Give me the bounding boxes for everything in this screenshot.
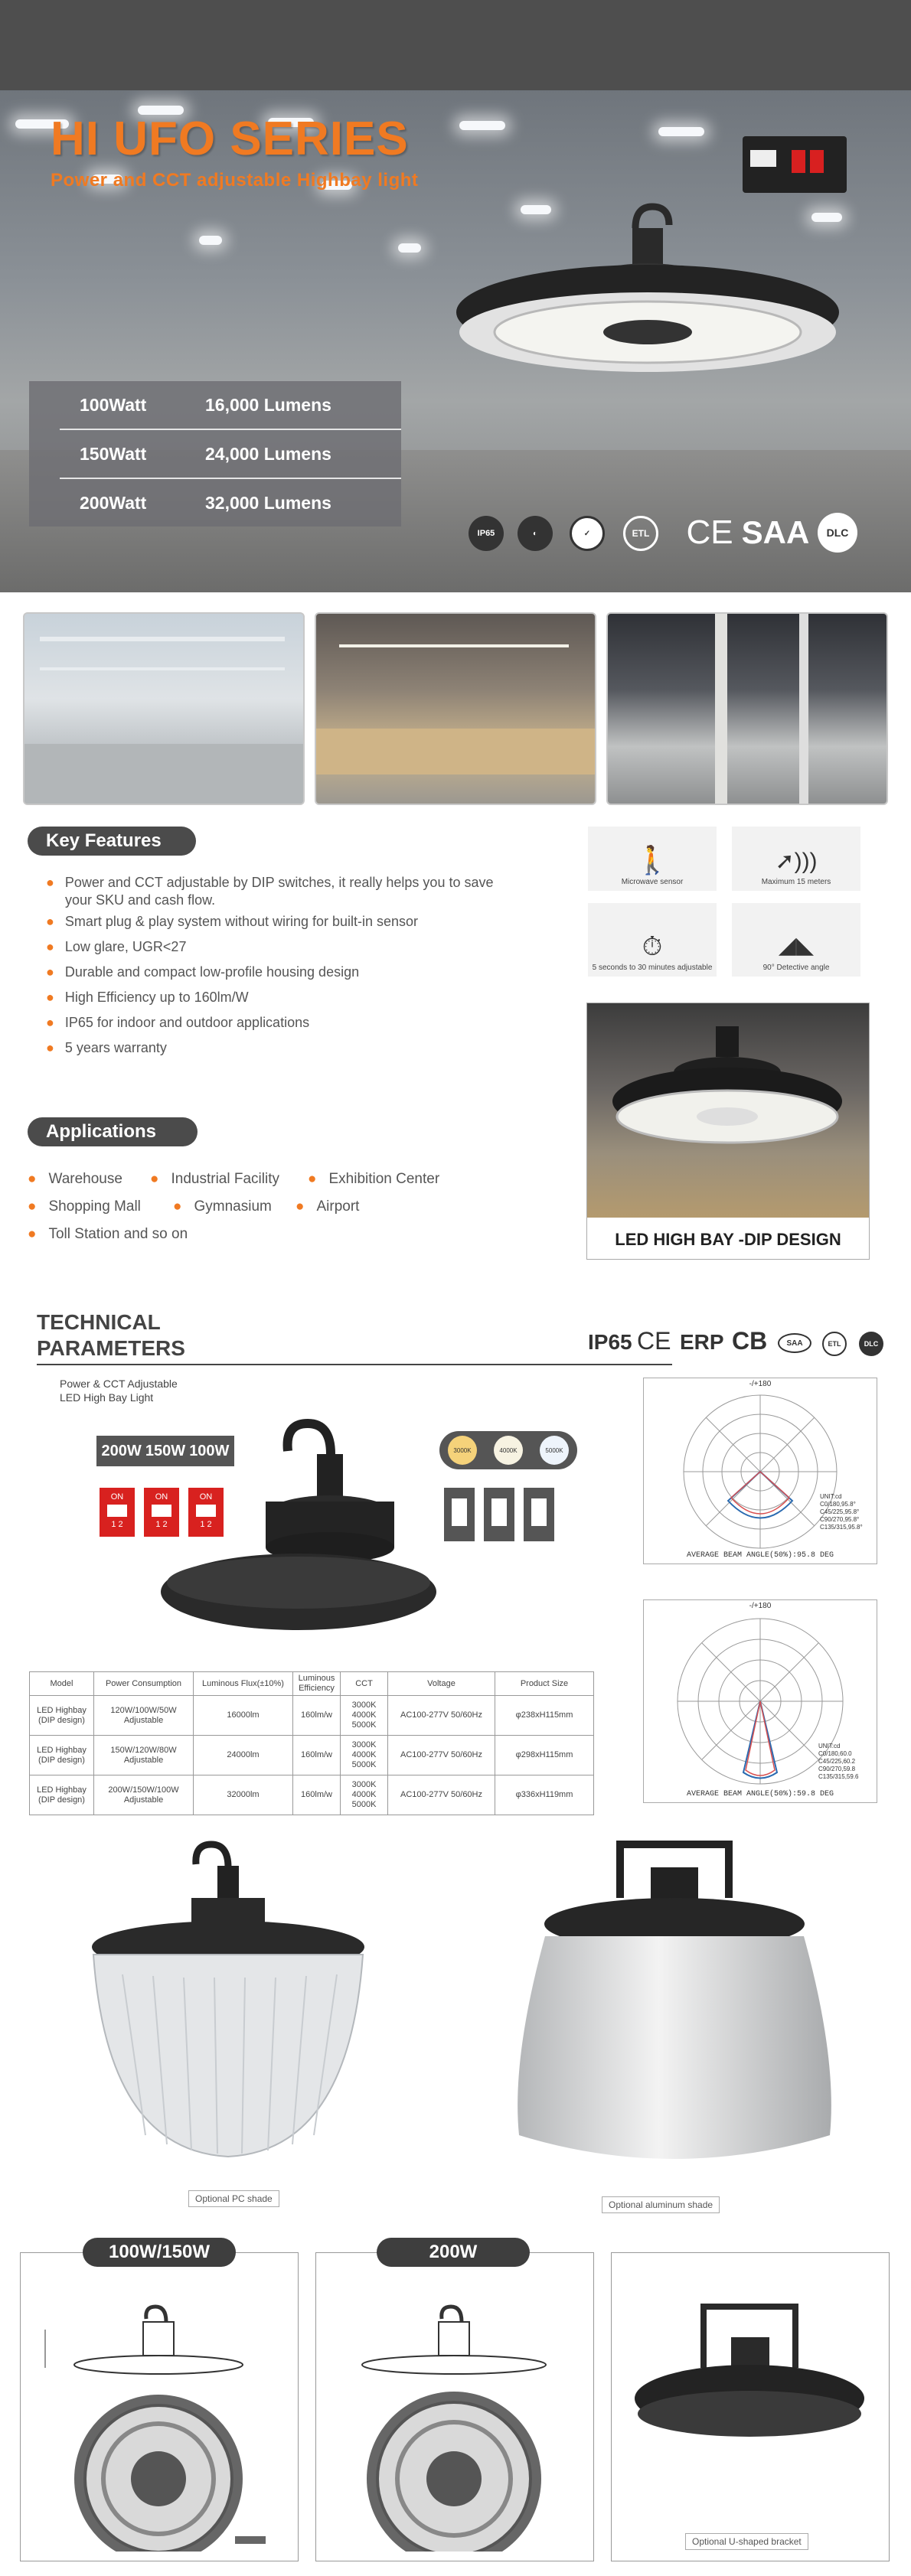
table-row: LED Highbay (DIP design) 200W/150W/100W Adjustable 32000lm 160lm/w 3000K 4000K 5000K AC100-277V 50/60Hz φ336xH119mm	[30, 1775, 594, 1815]
dip-switch-200w: ON 1 2	[100, 1488, 135, 1537]
applications-heading: Applications	[28, 1117, 198, 1146]
ceiling-light	[398, 243, 421, 253]
spec-row: 200Watt 32,000 Lumens	[80, 492, 331, 513]
dimension-label-100w-150w: 100W/150W	[83, 2238, 236, 2267]
cct-switch	[444, 1488, 475, 1541]
technical-title-line1: TECHNICAL	[37, 1310, 161, 1334]
application-item: ● Airport	[296, 1198, 360, 1215]
warehouse-photo	[23, 612, 305, 805]
pc-shade-caption: Optional PC shade	[188, 2190, 279, 2207]
feature-item: ● Durable and compact low-profile housing design	[46, 964, 360, 980]
dimension-drawing-100w-150w	[20, 2252, 299, 2561]
hero-banner	[0, 90, 911, 592]
cct-selector-labels: 3000K 4000K 5000K	[439, 1431, 577, 1469]
power-lumen-panel	[29, 381, 401, 527]
polar-legend: UNIT:cd C0/180,60.0 C45/225,60.2 C90/270,59.8 C135/315,59.6	[818, 1743, 859, 1780]
dip-design-photo-card	[586, 1003, 870, 1260]
application-item: ● Shopping Mall	[28, 1198, 141, 1215]
etl-icon: ETL	[623, 516, 658, 551]
table-row: LED Highbay (DIP design) 120W/100W/50W Adjustable 16000lm 160lm/w 3000K 4000K 5000K AC100-277V 50/60Hz φ238xH115mm	[30, 1696, 594, 1736]
tech-lamp-image	[153, 1408, 436, 1661]
dlc-icon: DLC	[818, 513, 857, 553]
dimension-drawing-200w	[315, 2252, 594, 2561]
application-item: ● Industrial Facility	[150, 1171, 279, 1187]
ce-mark-icon: CE	[686, 514, 733, 551]
dlc-mark-icon: DLC	[859, 1332, 883, 1356]
table-header-row: Model Power Consumption Luminous Flux(±10%) Luminous Efficiency CCT Voltage Product Size	[30, 1672, 594, 1696]
feature-item: ● IP65 for indoor and outdoor applications	[46, 1015, 310, 1030]
aluminum-shade-lamp-image	[505, 1829, 842, 2181]
product-label-line1: Power & CCT Adjustable	[60, 1378, 178, 1390]
warehouse-photo	[315, 612, 596, 805]
divider	[37, 1364, 672, 1365]
u-bracket-caption: Optional U-shaped bracket	[685, 2533, 808, 2550]
application-item: ● Warehouse	[28, 1171, 122, 1187]
microwave-sensor-icon: 🚶 Microwave sensor	[588, 827, 717, 891]
polar-legend: UNIT:cd C0/180,95.8° C45/225,95.8° C90/270,95.8° C135/315,95.8°	[820, 1493, 863, 1531]
cct-switch	[484, 1488, 514, 1541]
application-item: ● Toll Station and so on	[28, 1226, 188, 1242]
spec-row: 100Watt 16,000 Lumens	[80, 394, 331, 415]
feature-item: ● Power and CCT adjustable by DIP switches, it really helps you to save	[46, 875, 494, 890]
product-label-line2: LED High Bay Light	[60, 1391, 154, 1404]
dimmable-icon: ◐	[518, 516, 553, 551]
dip-switch-module	[743, 136, 847, 193]
application-item: ● Exhibition Center	[308, 1171, 440, 1187]
ip65-icon: IP65	[469, 516, 504, 551]
feature-item: ● High Efficiency up to 160lm/W	[46, 990, 249, 1005]
angle-icon: ◢◣ 90° Detective angle	[732, 903, 860, 977]
u-bracket-drawing	[611, 2252, 890, 2561]
pc-shade-lamp-image	[77, 1829, 383, 2173]
ceiling-light	[459, 121, 505, 130]
polar-distribution-chart: -/+180 UNIT:cd C0/180,60.0 C45/225,60.2 C90/270,59.8 C135/315,59.6 AVERAGE BEAM ANGLE(50%):59.8 DEG	[643, 1599, 877, 1803]
feature-item: ● 5 years warranty	[46, 1040, 167, 1055]
saa-mark-icon: SAA	[741, 514, 810, 550]
application-item: ● Gymnasium	[173, 1198, 272, 1215]
power-selector-labels: 200W 150W 100W	[96, 1436, 234, 1466]
spec-row: 150Watt 24,000 Lumens	[80, 443, 331, 464]
ceiling-light	[658, 127, 704, 136]
cct-switch	[524, 1488, 554, 1541]
saa-mark-icon: SAA	[778, 1333, 811, 1353]
feature-item: ● Smart plug & play system without wiring for built-in sensor	[46, 914, 419, 929]
ufo-highbay-lamp-image	[452, 197, 865, 427]
ip65-mark: IP65	[588, 1330, 632, 1354]
spec-table	[29, 1671, 594, 1815]
range-icon: ➚))) Maximum 15 meters	[732, 827, 860, 891]
timer-icon: ⏱ 5 seconds to 30 minutes adjustable	[588, 903, 717, 977]
ceiling-light	[199, 236, 222, 245]
hero-subtitle: Power and CCT adjustable Highbay light	[51, 170, 419, 191]
warranty-icon: ✓	[570, 516, 605, 551]
aluminum-shade-caption: Optional aluminum shade	[602, 2196, 720, 2213]
polar-distribution-chart: -/+180 UNIT:cd C0/180,95.8° C45/225,95.8° C90/270,95.8° C135/315,95.8° AVERAGE BEAM ANGLE(50%):95.8 DEG	[643, 1378, 877, 1564]
technical-title-line2: PARAMETERS	[37, 1336, 185, 1360]
etl-mark-icon: ETL	[822, 1332, 847, 1356]
dip-switch-150w: ON 1 2	[144, 1488, 179, 1537]
warehouse-photo	[606, 612, 888, 805]
top-band	[0, 0, 911, 90]
feature-item: ● Low glare, UGR<27	[46, 939, 187, 954]
dimension-label-200w: 200W	[377, 2238, 530, 2267]
dip-design-photo	[587, 1003, 869, 1218]
erp-mark: ERP	[680, 1330, 724, 1354]
key-features-heading: Key Features	[28, 827, 196, 856]
cb-mark: CB	[732, 1327, 768, 1355]
hero-title: HI UFO SERIES	[51, 112, 409, 165]
dip-switch-100w: ON 1 2	[188, 1488, 224, 1537]
table-row: LED Highbay (DIP design) 150W/120W/80W Adjustable 24000lm 160lm/w 3000K 4000K 5000K AC100-277V 50/60Hz φ298xH115mm	[30, 1736, 594, 1775]
dip-design-caption: LED HIGH BAY -DIP DESIGN	[615, 1230, 841, 1249]
ce-mark-icon: CE	[637, 1327, 671, 1355]
feature-item-continued: your SKU and cash flow.	[65, 892, 216, 908]
